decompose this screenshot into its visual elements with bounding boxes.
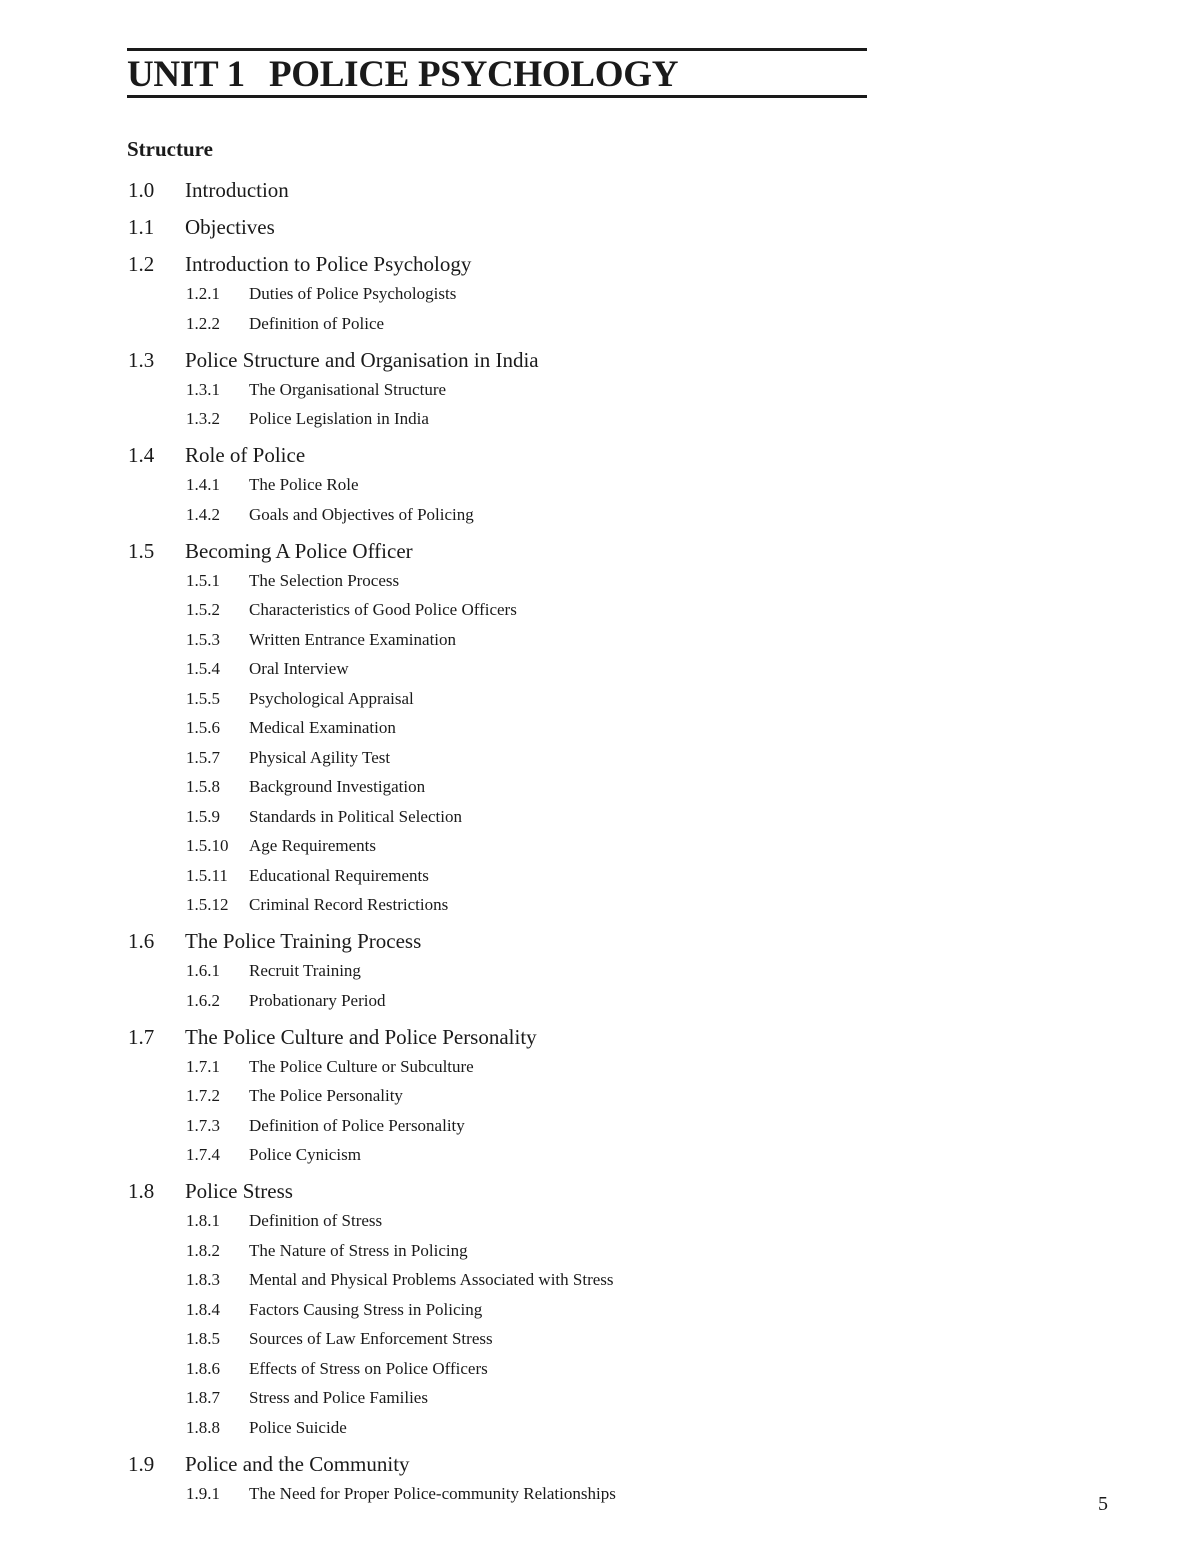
toc-title: Introduction to Police Psychology — [185, 252, 472, 276]
toc-number: 1.7.2 — [186, 1086, 220, 1105]
toc-title: Police Suicide — [249, 1417, 347, 1437]
toc-title: Police Stress — [185, 1179, 293, 1203]
structure-heading: Structure — [127, 137, 213, 161]
toc-number: 1.8.7 — [186, 1388, 220, 1407]
toc-title: Oral Interview — [249, 659, 349, 678]
toc-title: Physical Agility Test — [249, 747, 391, 767]
toc-title: Police and the Community — [185, 1451, 410, 1476]
page-number: 5 — [1098, 1493, 1108, 1515]
toc-title: Recruit Training — [249, 961, 361, 980]
toc-title: Background Investigation — [249, 777, 426, 796]
toc-title: Definition of Stress — [249, 1211, 383, 1230]
toc-number: 1.5.6 — [186, 718, 220, 737]
toc-number: 1.8.8 — [186, 1417, 220, 1437]
toc-number: 1.8.6 — [186, 1358, 220, 1378]
toc-number: 1.4.2 — [186, 504, 220, 524]
toc-number: 1.8.3 — [186, 1270, 220, 1289]
toc-number: 1.5.10 — [186, 836, 229, 855]
toc-title: Stress and Police Families — [249, 1388, 428, 1407]
toc-title: Educational Requirements — [249, 865, 429, 885]
toc-title: Duties of Police Psychologists — [249, 284, 457, 303]
toc-number: 1.5.7 — [186, 747, 220, 767]
toc-title: Factors Causing Stress in Policing — [249, 1299, 483, 1319]
toc-number: 1.9 — [128, 1451, 155, 1476]
toc-title: Police Legislation in India — [249, 409, 429, 428]
toc-number: 1.2 — [128, 252, 155, 276]
toc-title: Police Cynicism — [249, 1145, 361, 1164]
toc-title: Definition of Police — [249, 313, 385, 333]
toc-title: Written Entrance Examination — [249, 629, 457, 649]
toc-title: The Police Culture or Subculture — [249, 1056, 474, 1076]
toc-title: The Police Role — [249, 475, 359, 494]
toc-number: 1.5.12 — [186, 895, 229, 914]
toc-number: 1.3.2 — [186, 409, 220, 428]
unit-number: UNIT 1 — [127, 54, 245, 95]
toc-title: The Selection Process — [249, 570, 400, 590]
toc-number: 1.5.8 — [186, 777, 220, 796]
toc-number: 1.3 — [128, 347, 155, 372]
toc-title: Objectives — [185, 215, 275, 239]
toc-title: Sources of Law Enforcement Stress — [249, 1329, 493, 1348]
toc-number: 1.8 — [128, 1179, 155, 1203]
toc-title: Introduction — [185, 178, 289, 202]
toc-number: 1.8.2 — [186, 1240, 220, 1260]
toc-title: Probationary Period — [249, 990, 386, 1010]
toc-title: Characteristics of Good Police Officers — [249, 600, 517, 619]
toc-number: 1.9.1 — [186, 1483, 220, 1503]
toc-number: 1.4 — [128, 443, 155, 467]
toc-number: 1.0 — [128, 178, 155, 202]
toc-title: Mental and Physical Problems Associated with Stress — [249, 1270, 614, 1289]
toc-number: 1.5.4 — [186, 659, 220, 678]
toc-number: 1.1 — [128, 215, 155, 239]
toc-number: 1.7 — [128, 1024, 155, 1049]
toc-number: 1.5.5 — [186, 688, 220, 708]
toc-title: Psychological Appraisal — [249, 688, 414, 708]
toc-number: 1.8.4 — [186, 1299, 220, 1319]
toc-number: 1.8.5 — [186, 1329, 220, 1348]
toc-number: 1.5.11 — [186, 865, 228, 885]
toc-title: The Organisational Structure — [249, 379, 447, 399]
toc-number: 1.6.1 — [186, 961, 220, 980]
toc-title: Goals and Objectives of Policing — [249, 504, 474, 524]
toc-title: The Police Culture and Police Personality — [185, 1024, 537, 1049]
toc-number: 1.3.1 — [186, 379, 220, 399]
toc-number: 1.5.1 — [186, 570, 220, 590]
toc-title: Definition of Police Personality — [249, 1115, 465, 1135]
toc-title: Police Structure and Organisation in India — [185, 347, 539, 372]
unit-title-text: POLICE PSYCHOLOGY — [269, 54, 679, 95]
toc-title: Effects of Stress on Police Officers — [249, 1358, 488, 1378]
toc-number: 1.8.1 — [186, 1211, 220, 1230]
toc-number: 1.7.4 — [186, 1145, 220, 1164]
toc-title: Criminal Record Restrictions — [249, 895, 449, 914]
toc-number: 1.5.2 — [186, 600, 220, 619]
toc-number: 1.5.9 — [186, 806, 220, 826]
toc-number: 1.7.3 — [186, 1115, 220, 1135]
toc-number: 1.6 — [128, 929, 155, 953]
toc-number: 1.6.2 — [186, 990, 220, 1010]
toc-title: The Nature of Stress in Policing — [249, 1240, 468, 1260]
toc-title: Medical Examination — [249, 718, 396, 737]
toc-number: 1.2.2 — [186, 313, 220, 333]
toc-title: The Need for Proper Police-community Relationships — [249, 1483, 616, 1503]
toc-number: 1.4.1 — [186, 475, 220, 494]
toc-number: 1.2.1 — [186, 284, 220, 303]
toc-number: 1.7.1 — [186, 1056, 220, 1076]
toc-title: Age Requirements — [249, 836, 376, 855]
toc-title: The Police Personality — [249, 1086, 403, 1105]
toc-number: 1.5 — [128, 538, 155, 563]
toc-title: Role of Police — [185, 443, 306, 467]
toc-number: 1.5.3 — [186, 629, 220, 649]
toc-title: Becoming A Police Officer — [185, 538, 413, 563]
toc-title: Standards in Political Selection — [249, 806, 462, 826]
toc-title: The Police Training Process — [185, 929, 422, 953]
